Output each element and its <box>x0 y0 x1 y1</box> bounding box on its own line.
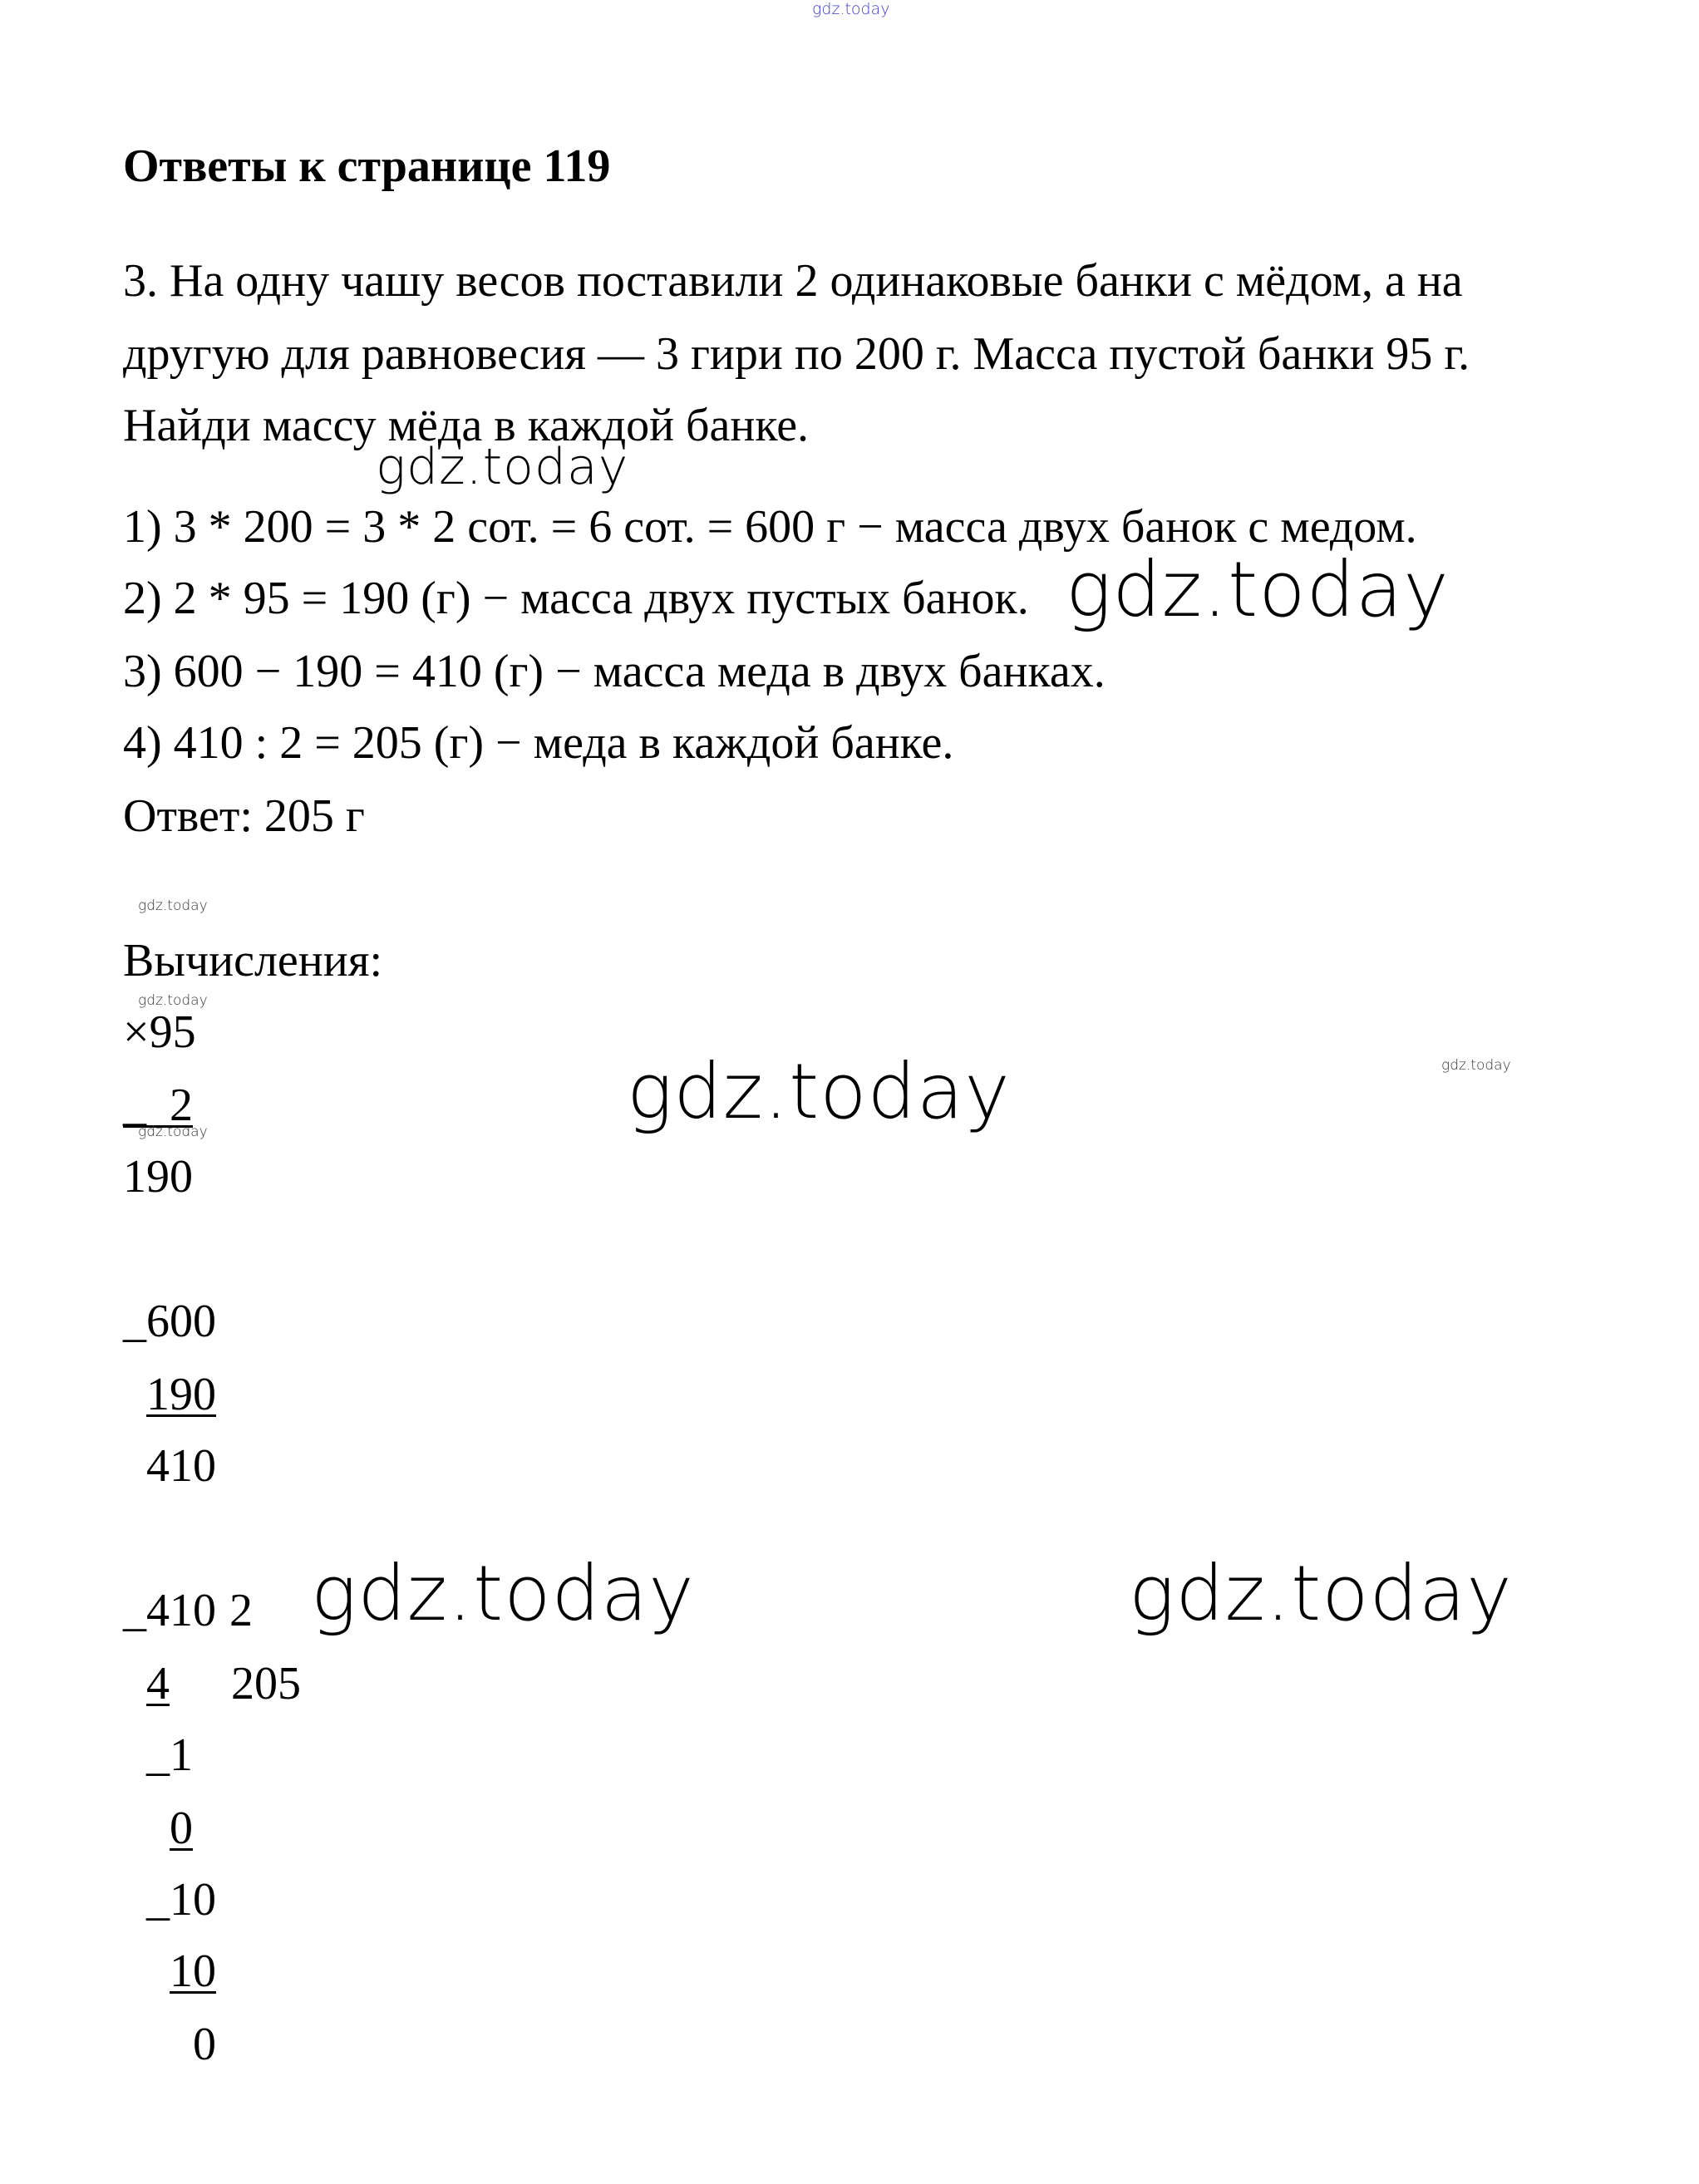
watermark-small-1: gdz.today <box>138 898 208 914</box>
answer: Ответ: 205 г <box>123 790 365 842</box>
watermark-2: gdz.today <box>1066 545 1450 634</box>
step-2: 2) 2 * 95 = 190 (г) − масса двух пустых банок. <box>123 573 1029 624</box>
div-row-3: 0 <box>170 1803 193 1854</box>
watermark-3: gdz.today <box>627 1047 1011 1136</box>
watermark-small-4: gdz.today <box>138 1124 208 1140</box>
sub-minuend: _600 <box>123 1296 216 1347</box>
mult-bottom <box>123 1082 193 1129</box>
div-row-5: 10 <box>170 1945 216 1997</box>
calc-label: Вычисления: <box>123 935 383 986</box>
step-1: 1) 3 * 200 = 3 * 2 сот. = 6 сот. = 600 г − масса двух банок с медом. <box>123 501 1417 553</box>
watermark-small-2: gdz.today <box>138 992 208 1009</box>
problem-line-1: 3. На одну чашу весов поставили 2 одинаковые банки с мёдом, а на <box>123 255 1463 307</box>
mult-result: 190 <box>123 1151 193 1203</box>
mult-bottom-value: 2 <box>170 1080 193 1131</box>
mult-bottom-prefix: _ <box>123 1080 146 1131</box>
step-3: 3) 600 − 190 = 410 (г) − масса меда в двух банках. <box>123 646 1106 697</box>
div-divisor: 2 <box>229 1585 253 1636</box>
div-row-4: _10 <box>146 1874 216 1926</box>
sub-subtrahend: 190 <box>146 1369 216 1420</box>
watermark-4: gdz.today <box>311 1549 695 1638</box>
div-quotient: 205 <box>231 1658 301 1709</box>
watermark-5: gdz.today <box>1129 1549 1513 1638</box>
step-4: 4) 410 : 2 = 205 (г) − меда в каждой банке. <box>123 717 954 769</box>
div-row-1: 4 <box>146 1658 170 1709</box>
mult-top: ×95 <box>123 1006 196 1058</box>
sub-result: 410 <box>146 1440 216 1492</box>
header-watermark: gdz.today <box>812 0 890 18</box>
watermark-small-3: gdz.today <box>1441 1057 1511 1074</box>
div-row-6: 0 <box>193 2019 216 2070</box>
div-row-2: _1 <box>146 1729 193 1781</box>
problem-line-2: другую для равновесия — 3 гири по 200 г. Масса пустой банки 95 г. <box>123 328 1470 380</box>
problem-line-3: Найди массу мёда в каждой банке. <box>123 400 810 451</box>
div-dividend: _410 <box>123 1585 216 1636</box>
watermark-1: gdz.today <box>376 438 629 496</box>
page-title: Ответы к странице 119 <box>123 140 611 192</box>
